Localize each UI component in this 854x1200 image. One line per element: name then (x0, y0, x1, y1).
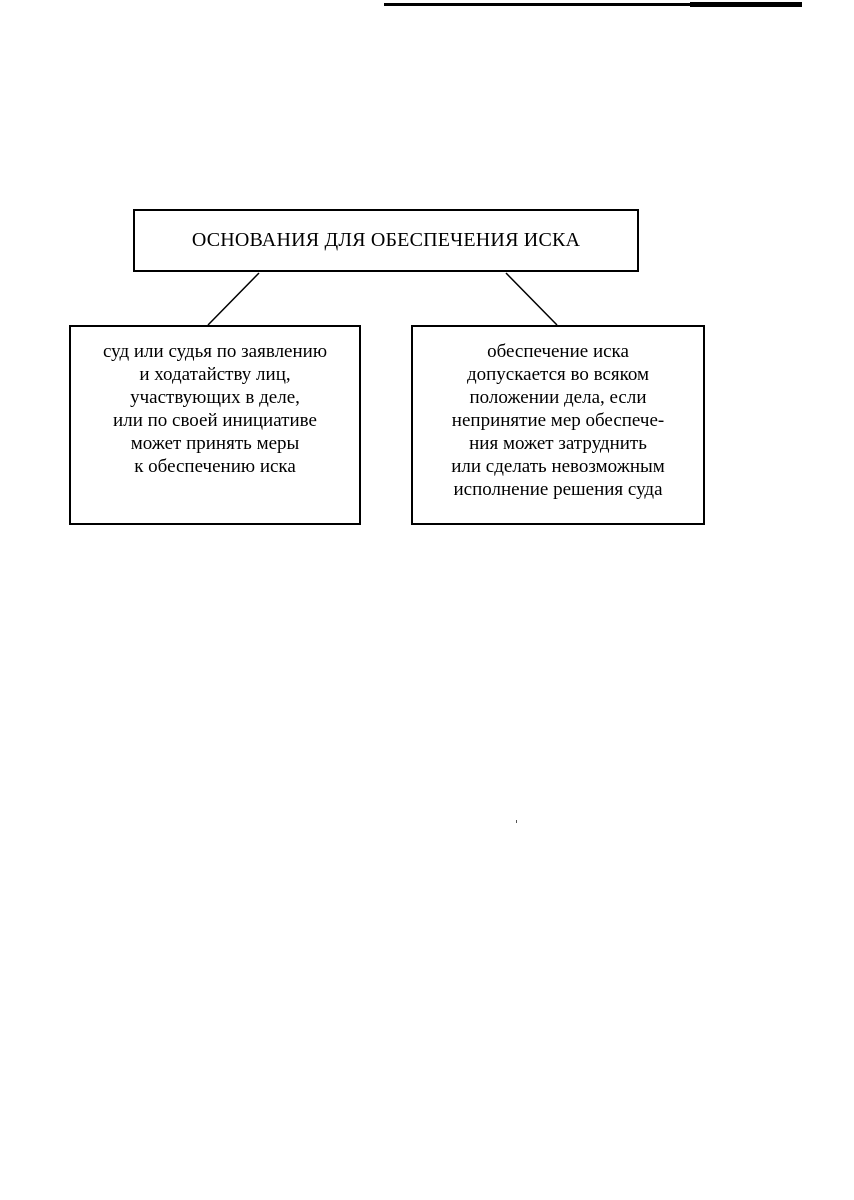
left-box-line-6: к обеспечению иска (134, 456, 296, 477)
right-box-line-6: или сделать невозможным (451, 456, 665, 477)
right-box (411, 325, 705, 525)
left-box-line-1: суд или судья по заявлению (102, 341, 328, 362)
left-box-line-4: или по своей инициативе (113, 410, 317, 431)
right-box-line-3: положении дела, если (469, 387, 647, 408)
left-box-line-2: и ходатайству лиц, (139, 364, 291, 385)
right-box-line-1: обеспечение иска (487, 341, 629, 362)
left-box-line-3: участвующих в деле, (130, 387, 300, 408)
left-box-line-5: может принять меры (130, 433, 300, 454)
right-box-line-4: непринятие мер обеспече- (451, 410, 665, 431)
right-box-line-7: исполнение решения суда (453, 479, 663, 500)
top-rule-thick-segment (690, 2, 802, 7)
connector-right (506, 273, 557, 325)
diagram-title: ОСНОВАНИЯ ДЛЯ ОБЕСПЕЧЕНИЯ ИСКА (191, 229, 581, 251)
scan-speck (516, 820, 517, 823)
title-box (133, 209, 639, 272)
right-box-line-5: ния может затруднить (469, 433, 647, 454)
connector-left (208, 273, 259, 325)
right-box-line-2: допускается во всяком (466, 364, 650, 385)
left-box (69, 325, 361, 525)
